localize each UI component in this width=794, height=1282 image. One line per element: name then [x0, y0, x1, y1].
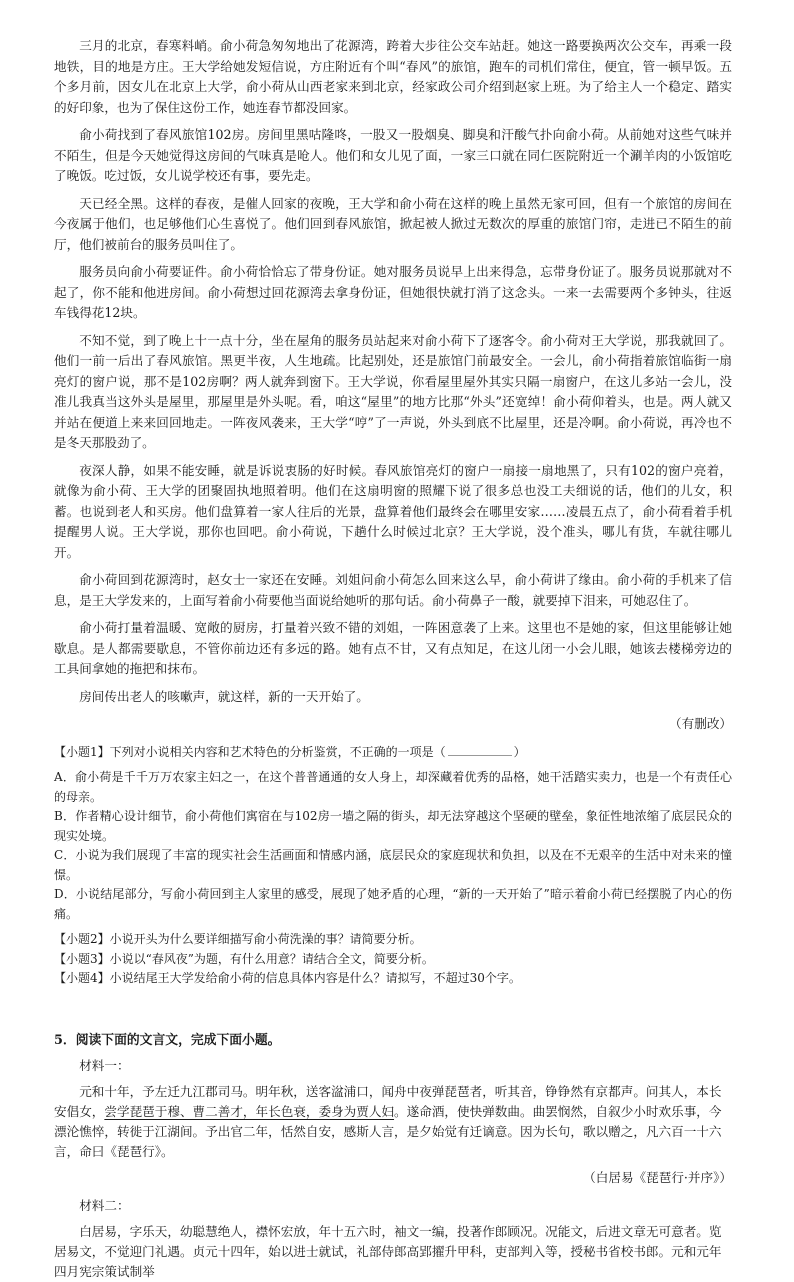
story-paragraph: 俞小荷打量着温暖、宽敞的厨房，打量着兴致不错的刘姐，一阵困意袭了上来。这里也不是她的家，但这里能够让她歇息。是人都需要歇息，不管你前边还有多远的路。她有点不甘，又有点知足，在这儿闭一小会儿眼，她该去楼梯旁边的工具间拿她的拖把和抹布。	[54, 620, 732, 676]
material-1-label: 材料一：	[79, 1057, 130, 1073]
question-number: 【小题1】	[54, 745, 110, 759]
story-paragraph: 俞小荷找到了春风旅馆102房。房间里黑咕隆咚，一股又一股烟臭、脚臭和汗酸气扑向俞小荷。从前她对这些气味并不陌生，但是今天她觉得这房间的气味真是呛人。他们和女儿见了面，一家三口就在同仁医院附近一个涮羊肉的小饭馆吃了晚饭。吃过饭，女儿说学校还有事，要先走。	[54, 127, 732, 183]
option-a: A．俞小荷是千千万万农家主妇之一，在这个普普通通的女人身上，却深藏着优秀的品格，她干活踏实卖力，也是一个有责任心的母亲。	[54, 770, 732, 804]
underlined-sentence: 尝学琵琶于穆、曹二善才，年长色衰，委身为贾人妇	[104, 1103, 395, 1119]
option-b: B．作者精心设计细节，俞小荷他们寓宿在与102房一墙之隔的街头，却无法穿越这个坚硬的壁垒，象征性地浓缩了底层民众的现实处境。	[54, 809, 732, 843]
question-1	[54, 742, 732, 924]
section-title: 5．阅读下面的文言文，完成下面小题。	[54, 1032, 281, 1048]
story-paragraph: 俞小荷回到花源湾时，赵女士一家还在安睡。刘姐问俞小荷怎么回来这么早，俞小荷讲了缘由。俞小荷的手机来了信息，是王大学发来的，上面写着俞小荷要他当面说给她听的那句话。俞小荷鼻子一酸，就要掉下泪来，可她忍住了。	[54, 572, 732, 608]
option-d: D．小说结尾部分，写俞小荷回到主人家里的感受，展现了她矛盾的心理，“新的一天开始了”暗示着俞小荷已经摆脱了内心的伤痛。	[54, 887, 732, 921]
question-number: 【小题2】	[54, 932, 110, 946]
story-text	[54, 36, 732, 734]
story-paragraph: 夜深人静，如果不能安睡，就是诉说衷肠的好时候。春风旅馆亮灯的窗户一扇接一扇地黑了，只有102的窗户亮着，就像为俞小荷、王大学的团聚固执地照着明。他们在这扇明窗的照耀下说了很多总也没工夫细说的话，他们的儿女，积蓄。也说到老人和买房。他们盘算着一家人往后的光景，盘算着他们最终会在哪里安家……凌晨五点了，俞小荷看着手机提醒男人说。王大学说，那你也回吧。俞小荷说，下趟什么时候过北京？王大学说，没个准头，哪儿有货，车就往哪儿开。	[54, 462, 732, 560]
question-text: 小说开头为什么要详细描写俞小荷洗澡的事？请简要分析。	[109, 932, 422, 946]
option-c: C．小说为我们展现了丰富的现实社会生活画面和情感内涵，底层民众的家庭现状和负担，以及在不无艰辛的生活中对未来的憧憬。	[54, 848, 732, 882]
story-paragraph: 天已经全黑。这样的春夜，是催人回家的夜晚，王大学和俞小荷在这样的晚上虽然无家可回，但有一个旅馆的房间在今夜属于他们，也足够他们心生喜悦了。他们回到春风旅馆，掀起被人掀过无数次的厚重的旅馆门帘，走进已不陌生的前厅，他们被前台的服务员叫住了。	[54, 195, 732, 252]
question-stem-end: ）	[513, 745, 526, 759]
material-1-text: 元和十年，予左迁九江郡司马。明年秋，送客湓浦口，闻舟中夜弹琵琶者，听其音，铮铮然有京都声。问其人，本长安倡女，尝学琵琶于穆、曹二善才，年长色衰，委身为贾人妇。遂命酒，使快弹数曲。曲罢悯然，自叙少小时欢乐事，今漂沦憔悴，转徙于江湖间。予出官二年，恬然自安，感斯人言，是夕始觉有迁谪意。因为长句，歌以赠之，凡六百一十六言，命曰《琵琶行》。	[54, 1083, 722, 1159]
question-number: 【小题4】	[54, 971, 110, 985]
question-text: 小说以“春风夜”为题，有什么用意？请结合全文，简要分析。	[109, 951, 434, 966]
option-list	[54, 768, 732, 924]
question-text: 小说结尾王大学发给俞小荷的信息具体内容是什么？请拟写，不超过30个字。	[109, 971, 521, 985]
question-3	[54, 950, 732, 970]
story-paragraph: 服务员向俞小荷要证件。俞小荷恰恰忘了带身份证。她对服务员说早上出来得急，忘带身份证了。服务员说那就对不起了，你不能和他进房间。俞小荷想过回花源湾去拿身份证，但她很快就打消了这念头。一来一去需要两个多钟头，往返车钱得花12块。	[54, 264, 732, 320]
material-2-label: 材料二：	[79, 1197, 130, 1213]
story-paragraph: 房间传出老人的咳嗽声，就这样，新的一天开始了。	[79, 688, 369, 704]
material-2-text: 白居易，字乐天，幼聪慧绝人，襟怀宏放，年十五六时，袖文一编，投著作郎顾况。况能文，后进文章无可意者。览居易文，不觉迎门礼遇。贞元十四年，始以进士就试，礼部侍郎高郢擢升甲科，吏部判入等，授秘书省校书郎。元和元年四月宪宗策试制举	[54, 1223, 722, 1279]
answer-blank[interactable]	[448, 743, 512, 756]
section-5	[54, 1029, 732, 1282]
material-1-source: （白居易《琵琶行·并序》）	[583, 1169, 732, 1185]
question-4	[54, 969, 732, 989]
story-paragraph: 不知不觉，到了晚上十一点十分，坐在屋角的服务员站起来对俞小荷下了逐客令。俞小荷对王大学说，那我就回了。他们一前一后出了春风旅馆。黑更半夜，人生地疏。比起别处，还是旅馆门前最安全。一会儿，俞小荷指着旅馆临街一扇亮灯的窗户说，那不是102房啊？两人就奔到窗下。王大学说，你看屋里屋外其实只隔一扇窗户，在这儿多站一会儿，没准儿我真当这外头是屋里，那屋里是外头呢。看，咱这“屋里”的地方比那“外头”还宽绰！俞小荷仰着头，也是。两人就又并站在便道上来来回回地走。一阵夜风袭来，王大学“哼”了一声说，外头到底不比屋里，还是冷啊。俞小荷说，再冷也不是冬天那股劲了。	[54, 332, 732, 450]
source-note: （有删改）	[669, 716, 732, 731]
short-questions	[54, 930, 732, 989]
question-number: 【小题3】	[54, 951, 110, 966]
question-stem: 下列对小说相关内容和艺术特色的分析鉴赏，不正确的一项是（	[109, 745, 446, 759]
question-2	[54, 930, 732, 950]
story-paragraph: 三月的北京，春寒料峭。俞小荷急匆匆地出了花源湾，跨着大步往公交车站赶。她这一路要换两次公交车，再乘一段地铁，目的地是方庄。王大学给她发短信说，方庄附近有个叫“春风”的旅馆，跑车的司机们常住，便宜，管一顿早饭。五个多月前，因女儿在北京上大学，俞小荷从山西老家来到北京，经家政公司介绍到赵家上班。为了给主人一个稳定、踏实的好印象，也为了保住这份工作，她连春节都没回家。	[54, 38, 732, 115]
